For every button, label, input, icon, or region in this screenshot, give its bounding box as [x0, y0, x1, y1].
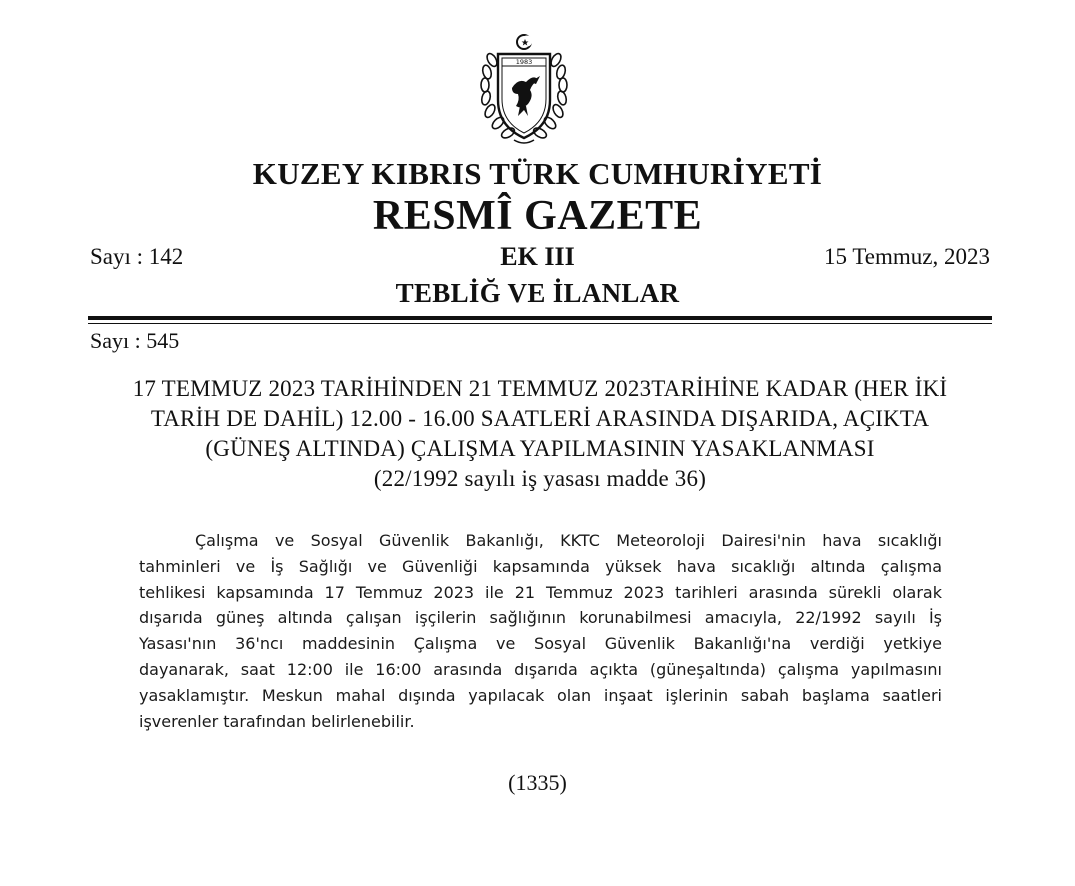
body-line: dışarıda güneş altında çalışan işçilerin sağlığının korunabilmesi amacıyla, 22/1992 sayılı İş	[139, 608, 942, 628]
notice-body	[139, 528, 942, 734]
emblem-year: 1983	[515, 58, 533, 66]
annex-label: EK III	[500, 242, 575, 271]
body-line: tehlikesi kapsamında 17 Temmuz 2023 ile 21 Temmuz 2023 tarihleri arasında sürekli olarak	[139, 582, 942, 602]
country-name: KUZEY KIBRIS TÜRK CUMHURİYETİ	[252, 156, 823, 191]
notice-title-line: (GÜNEŞ ALTINDA) ÇALIŞMA YAPILMASININ YASAKLANMASI	[205, 436, 875, 461]
publication-date: 15 Temmuz, 2023	[824, 244, 990, 269]
body-line: dayanarak, saat 12:00 ile 16:00 arasında dışarıda açıkta (güneşaltında) çalışma yapılmasını	[139, 659, 942, 679]
notice-title-line: TARİH DE DAHİL) 12.00 - 16.00 SAATLERİ ARASINDA DIŞARIDA, AÇIKTA	[150, 406, 930, 431]
header-divider-thin	[88, 323, 992, 324]
kktc-emblem-icon	[468, 30, 580, 148]
body-line: Çalışma ve Sosyal Güvenlik Bakanlığı, KKTC Meteoroloji Dairesi'nin hava sıcaklığı	[195, 531, 942, 550]
notice-title-line: 17 TEMMUZ 2023 TARİHİNDEN 21 TEMMUZ 2023TARİHİNE KADAR (HER İKİ	[132, 376, 948, 401]
body-line: yasaklamıştır. Meskun mahal dışında yapılacak olan inşaat işlerinin sabah başlama saatleri	[139, 685, 942, 705]
notice-title	[80, 374, 1000, 494]
body-line: tahminleri ve İş Sağlığı ve Güvenliği kapsamında yüksek hava sıcaklığı altında çalışma	[139, 556, 942, 576]
section-title: TEBLİĞ VE İLANLAR	[395, 278, 680, 308]
body-line: işverenler tarafından belirlenebilir.	[139, 711, 415, 731]
header-divider-thick	[88, 316, 992, 320]
body-line: Yasası'nın 36'ncı maddesinin Çalışma ve Sosyal Güvenlik Bakanlığı'na verdiği yetkiye	[139, 634, 942, 654]
notice-reference-number: (1335)	[508, 770, 567, 795]
notice-number: Sayı : 545	[90, 328, 180, 353]
notice-subtitle: (22/1992 sayılı iş yasası madde 36)	[373, 466, 707, 491]
gazette-title: RESMÎ GAZETE	[372, 193, 703, 239]
issue-number: Sayı : 142	[90, 244, 184, 269]
